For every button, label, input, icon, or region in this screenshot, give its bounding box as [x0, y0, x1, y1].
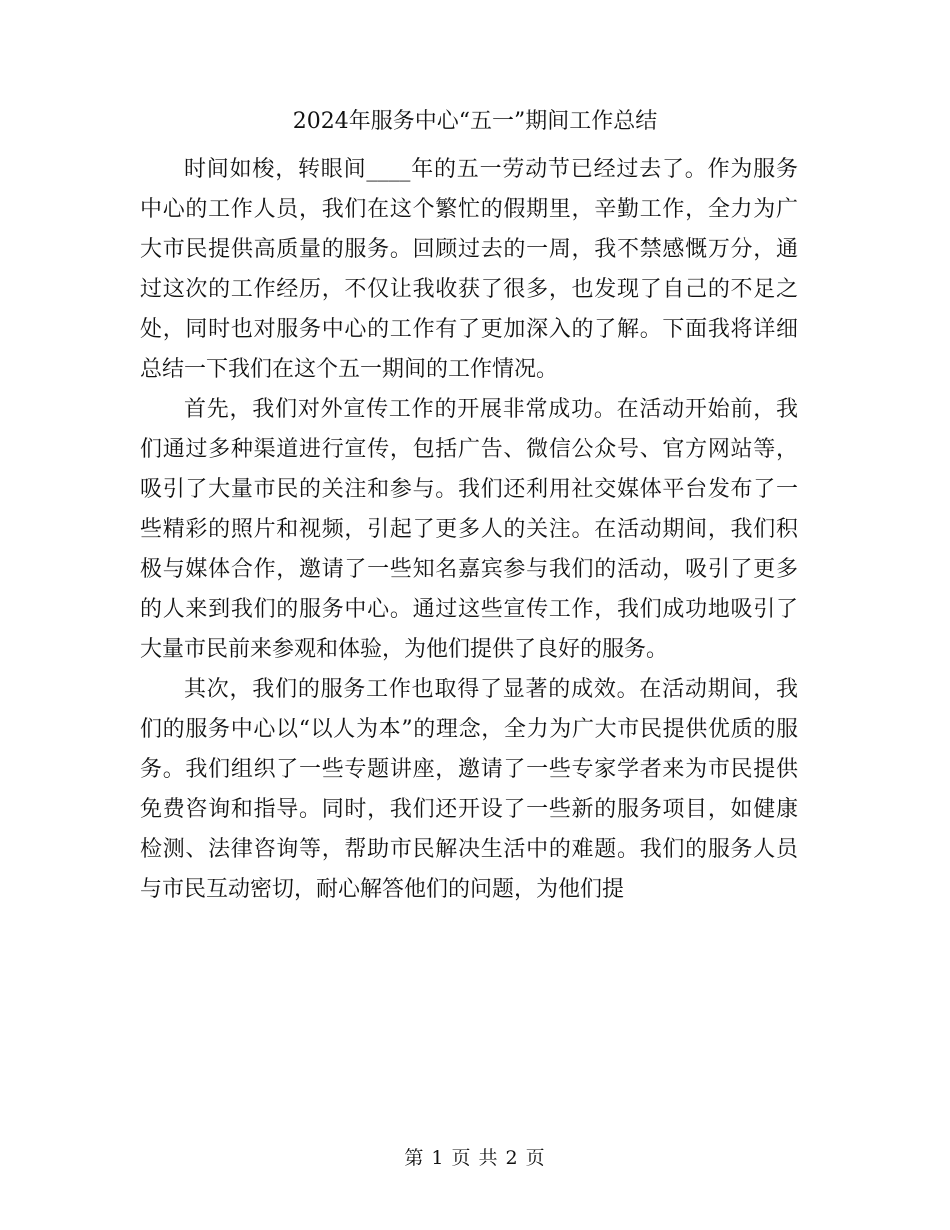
paragraph-service: 其次，我们的服务工作也取得了显著的成效。在活动期间，我们的服务中心以“以人为本”的理念，全力为广大市民提供优质的服务。我们组织了一些专题讲座，邀请了一些专家学者来为市民提供免费咨询和指导。同时，我们还开设了一些新的服务项目，如健康检测、法律咨询等，帮助市民解决生活中的难题。我们的服务人员与市民互动密切，耐心解答他们的问题，为他们提	[140, 677, 798, 902]
document-title: 2024年服务中心“五一”期间工作总结	[292, 109, 658, 134]
paragraph-publicity: 首先，我们对外宣传工作的开展非常成功。在活动开始前，我们通过多种渠道进行宣传，包括广告、微信公众号、官方网站等，吸引了大量市民的关注和参与。我们还利用社交媒体平台发布了一些精彩的照片和视频，引起了更多人的关注。在活动期间，我们积极与媒体合作，邀请了一些知名嘉宾参与我们的活动，吸引了更多的人来到我们的服务中心。通过这些宣传工作，我们成功地吸引了大量市民前来参观和体验，为他们提供了良好的服务。	[140, 397, 798, 662]
paragraph-intro: 时间如梭，转眼间____年的五一劳动节已经过去了。作为服务中心的工作人员，我们在这个繁忙的假期里，辛勤工作，全力为广大市民提供高质量的服务。回顾过去的一周，我不禁感慨万分，通过这次的工作经历，不仅让我收获了很多，也发现了自己的不足之处，同时也对服务中心的工作有了更加深入的了解。下面我将详细总结一下我们在这个五一期间的工作情况。	[140, 157, 798, 382]
document-body	[140, 150, 798, 910]
page-number-footer: 第 1 页 共 2 页	[404, 1147, 546, 1169]
